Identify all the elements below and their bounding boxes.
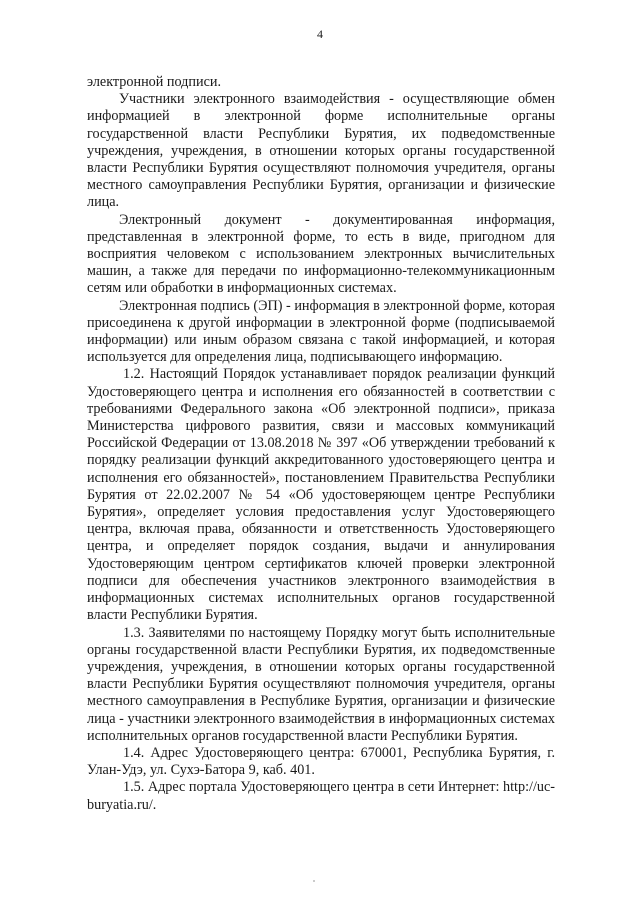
page-number: 4 <box>317 27 323 41</box>
paragraph-1-3: 1.3. Заявителями по настоящему Порядку могут быть исполнительные органы государственной власти Республики Бурятия, их подведомственные учреждения, учреждения, в отношении которых органы государственной власти Республики Бурятия осуществляют полномочия учредителя, органы местного самоуправления в Республике Бурятия, организации и физические лица - участники электронного взаимодействия в информационных системах исполнительных органов государственной власти Республики Бурятия. <box>87 624 555 744</box>
paragraph-participants-definition: Участники электронного взаимодействия - осуществляющие обмен информацией в электронной форме исполнительные органы государственной власти Республики Бурятия, их подведомственные учреждения, учреждения, в отношении которых органы государственной власти Республики Бурятия осуществляют полномочия учредителя, органы местного самоуправления Республики Бурятия, организации и физические лица. <box>87 91 555 211</box>
portal-address-label: 1.5. Адрес портала Удостоверяющего центра в сети Интернет: <box>123 779 500 796</box>
paragraph-electronic-document-definition: Электронный документ - документированная информация, представленная в электронной форме, то есть в виде, пригодном для восприятия человеком с использованием электронных вычислительных машин, а также для передачи по информационно-телекоммуникационным сетям или обработки в информационных системах. <box>87 211 555 297</box>
paragraph-continuation: электронной подписи. <box>87 74 222 90</box>
document-body <box>87 74 555 814</box>
paragraph-1-5 <box>87 779 555 813</box>
paragraph-1-4: 1.4. Адрес Удостоверяющего центра: 670001, Республика Бурятия, г. Улан-Удэ, ул. Сухэ-Батора 9, каб. 401. <box>87 744 555 779</box>
paragraph-1-2: 1.2. Настоящий Порядок устанавливает порядок реализации функций Удостоверяющего центра и исполнения его обязанностей в соответствии с требованиями Федерального закона «Об электронной подписи», приказа Министерства цифрового развития, связи и массовых коммуникаций Российской Федерации от 13.08.2018 № 397 «Об утверждении требований к порядку реализации функций аккредитованного удостоверяющего центра и исполнения его обязанностей», постановлением Правительства Республики Бурятия от 22.02.2007 № 54 «Об удостоверяющем центре Республики Бурятия», определяет условия предоставления услуг Удостоверяющего центра, включая права, обязанности и ответственность Удостоверяющего центра, и определяет порядок создания, выдачи и аннулирования Удостоверяющим центром сертификатов ключей проверки электронной подписи для обеспечения участников электронного взаимодействия в информационных системах исполнительных органов государственной власти Республики Бурятия. <box>87 366 555 624</box>
scan-dot <box>313 880 315 882</box>
portal-url-link[interactable]: http://uc-buryatia.ru/. <box>87 779 556 813</box>
paragraph-electronic-signature-definition: Электронная подпись (ЭП) - информация в электронной форме, которая присоединена к другой информации в электронной форме (подписываемой информации) или иным образом связана с такой информацией, и которая используется для определения лица, подписывающего информацию. <box>87 297 555 366</box>
